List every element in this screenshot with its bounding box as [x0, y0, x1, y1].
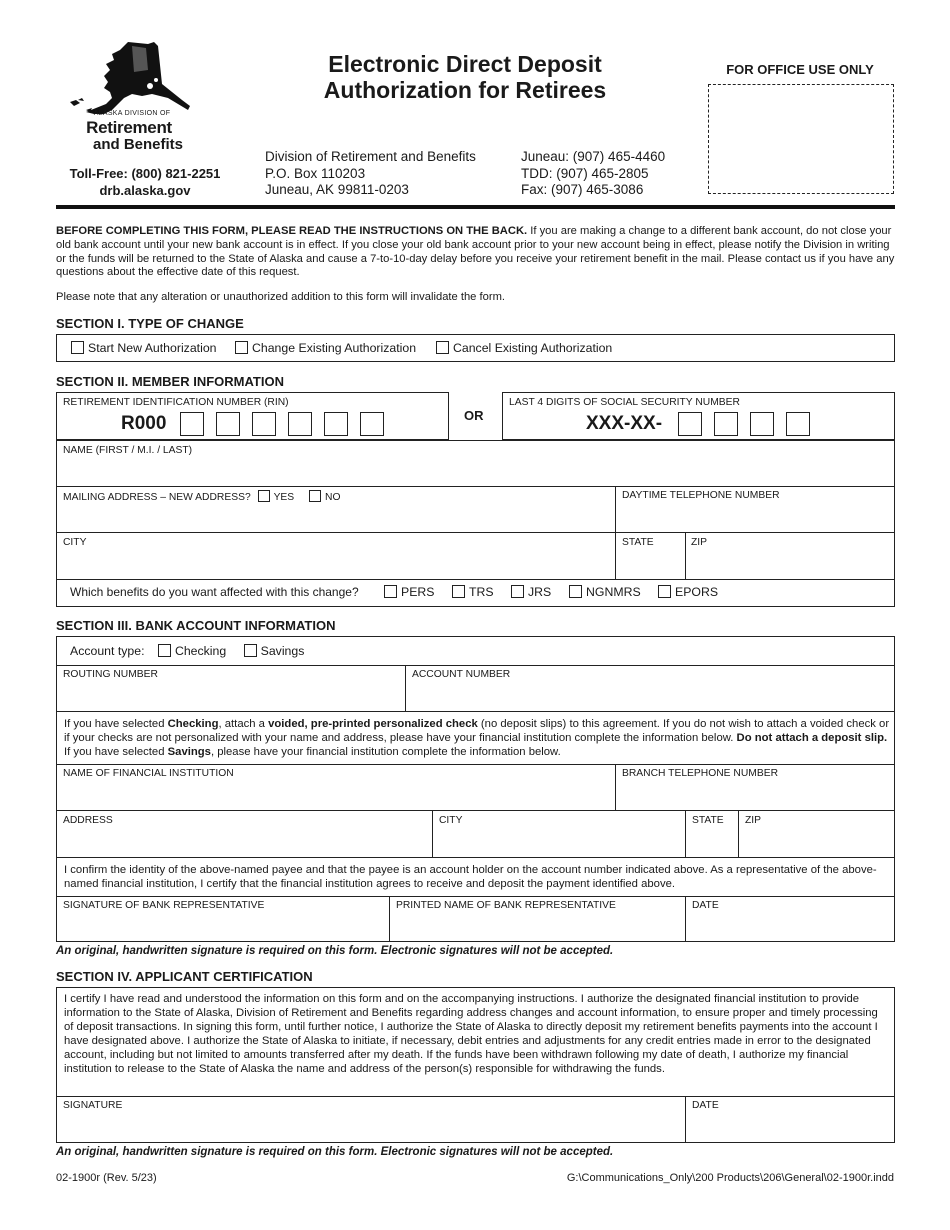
- phone-numbers: [521, 149, 665, 199]
- mailing-address: [265, 149, 476, 199]
- address-line: Division of Retirement and Benefits: [265, 149, 476, 164]
- checkbox[interactable]: [244, 644, 257, 657]
- city-label: CITY: [63, 537, 87, 548]
- address-line: P.O. Box 110203: [265, 165, 366, 181]
- bank-rep-date-label: DATE: [692, 900, 719, 911]
- row-divider: [57, 532, 894, 533]
- header-divider: [56, 205, 895, 209]
- member-info-grid: [56, 440, 895, 607]
- zip-label: ZIP: [691, 537, 708, 548]
- rin-digit-box[interactable]: [252, 412, 276, 436]
- ssn-field: [502, 392, 895, 440]
- checkbox[interactable]: [309, 490, 321, 502]
- phone-line: Fax: (907) 465-3086: [521, 182, 644, 197]
- benefit-pers[interactable]: PERS: [384, 585, 435, 599]
- title-line-2: Authorization for Retirees: [323, 77, 607, 103]
- benefit-jrs[interactable]: JRS: [511, 585, 551, 599]
- bank-info-grid: [56, 636, 895, 942]
- account-number-label: ACCOUNT NUMBER: [412, 669, 511, 680]
- checkbox[interactable]: [71, 341, 84, 354]
- branch-phone-label: BRANCH TELEPHONE NUMBER: [622, 768, 779, 779]
- office-use-box: [708, 84, 894, 194]
- form-id: 02-1900r (Rev. 5/23): [56, 1172, 157, 1184]
- section-4-title: SECTION IV. APPLICANT CERTIFICATION: [56, 969, 313, 984]
- row-divider: [57, 764, 894, 765]
- checkbox[interactable]: [235, 341, 248, 354]
- row-divider: [57, 857, 894, 858]
- col-divider: [389, 896, 390, 942]
- institution-label: NAME OF FINANCIAL INSTITUTION: [63, 768, 234, 779]
- bank-address-label: ADDRESS: [63, 815, 113, 826]
- bank-confirmation-text: I confirm the identity of the above-named payee and that the payee is an account holder on the account number indicated above. As a representative of the above-named financial institution, I certify that the financial institution agrees to receive and deposit the payment identified above.: [64, 864, 877, 890]
- intro-text: If you are making a change to a different bank account, do not close your old bank account until your new bank account is in effect. If you close your old bank account prior to your new account being in effect, please notify the Division in writing or the funds will be returned to the State of Alaska and cause a 7-to-10-day delay before you receive your retirement benefit in the mail. Please contact us if you have any questions about the effective date of this request.: [56, 225, 895, 279]
- rin-digit-box[interactable]: [324, 412, 348, 436]
- certification-text: I certify I have read and understood the information on this form and on the accompanying instructions. I authorize the designated financial institution to provide information to the State of Alaska, Division of Retirement and Benefits regarding address changes and account information, to ensure proper and timely processing of deposit transactions. In signing this form, until further notice, I authorize the State of Alaska to directly deposit my retirement benefits payments into the account I have designated above. I authorize the State of Alaska to initiate, if necessary, debit entries and adjustments for any credit entries made in error to the designated account, including but not limited to amounts transferred after my death. If the funds have been withdrawn following my date of death, I authorize my financial institution to release to the State of Alaska the name and address of the person(s) responsible for withdrawing the funds.: [64, 993, 878, 1075]
- checkbox[interactable]: [258, 490, 270, 502]
- section-1-title: SECTION I. TYPE OF CHANGE: [56, 316, 244, 331]
- bank-rep-signature-label: SIGNATURE OF BANK REPRESENTATIVE: [63, 900, 265, 911]
- phone-line: Juneau: (907) 465-4460: [521, 149, 666, 164]
- row-divider: [57, 486, 894, 487]
- rin-label: RETIREMENT IDENTIFICATION NUMBER (RIN): [63, 397, 289, 408]
- row-divider: [57, 579, 894, 580]
- benefits-question: Which benefits do you want affected with this change?: [70, 585, 359, 599]
- row-divider: [57, 1096, 894, 1097]
- col-divider: [685, 810, 686, 857]
- option-change-existing[interactable]: Change Existing Authorization: [235, 341, 416, 355]
- applicant-signature-label: SIGNATURE: [63, 1100, 123, 1111]
- rin-prefix: R000: [121, 413, 167, 434]
- address-line: Juneau, AK 99811-0203: [265, 182, 409, 197]
- certification-box: [56, 987, 895, 1143]
- daytime-phone-label: DAYTIME TELEPHONE NUMBER: [622, 490, 780, 501]
- ssn-label: LAST 4 DIGITS OF SOCIAL SECURITY NUMBER: [509, 397, 740, 408]
- logo-name-line2: and Benefits: [92, 136, 183, 153]
- bank-city-label: CITY: [439, 815, 463, 826]
- benefit-epors[interactable]: EPORS: [658, 585, 718, 599]
- routing-number-label: ROUTING NUMBER: [63, 669, 158, 680]
- row-divider: [57, 896, 894, 897]
- alaska-map-icon: [70, 40, 194, 114]
- rin-field: [56, 392, 449, 440]
- section-3-title: SECTION III. BANK ACCOUNT INFORMATION: [56, 618, 336, 633]
- checkbox[interactable]: [384, 585, 397, 598]
- bank-zip-label: ZIP: [745, 815, 762, 826]
- title-line-1: Electronic Direct Deposit: [328, 51, 602, 77]
- option-start-new[interactable]: Start New Authorization: [71, 341, 217, 355]
- phone-line: TDD: (907) 465-2805: [521, 165, 649, 181]
- form-title: [295, 51, 635, 103]
- new-address-no[interactable]: NO: [309, 492, 340, 503]
- check-instructions: If you have selected Checking, attach a voided, pre-printed personalized check (no deposit slips) to this agreement. If you do not wish to attach a voided check or if your checks are not personalized with your name and address, please have your financial institution complete the information below. Do not attach a deposit slip. If you have selected Savings, please have your financial institution complete the information below.: [64, 718, 890, 758]
- checkbox[interactable]: [158, 644, 171, 657]
- ssn-digit-box[interactable]: [678, 412, 702, 436]
- new-address-yes[interactable]: YES: [258, 492, 295, 503]
- option-cancel-existing[interactable]: Cancel Existing Authorization: [436, 341, 612, 355]
- intro-instructions: [56, 225, 896, 280]
- col-divider: [432, 810, 433, 857]
- ssn-digit-box[interactable]: [786, 412, 810, 436]
- checkbox[interactable]: [452, 585, 465, 598]
- col-divider: [405, 665, 406, 711]
- col-divider: [685, 1096, 686, 1142]
- toll-free-number: Toll-Free: (800) 821-2251: [69, 166, 221, 181]
- office-use-label: FOR OFFICE USE ONLY: [726, 62, 874, 77]
- ssn-prefix: XXX-XX-: [586, 413, 663, 434]
- ssn-digit-box[interactable]: [714, 412, 738, 436]
- signature-warning: An original, handwritten signature is required on this form. Electronic signatures will not be accepted.: [56, 1146, 614, 1158]
- file-path: G:\Communications_Only\200 Products\206\General\02-1900r.indd: [566, 1172, 894, 1184]
- account-type-row: Account type: Checking Savings: [70, 644, 305, 658]
- type-of-change-box: [56, 334, 895, 362]
- col-divider: [685, 532, 686, 579]
- col-divider: [738, 810, 739, 857]
- mailing-address-label: MAILING ADDRESS – NEW ADDRESS? YES NO: [63, 492, 341, 503]
- name-label: NAME (FIRST / M.I. / LAST): [63, 445, 193, 456]
- bank-state-label: STATE: [692, 815, 724, 826]
- name-input[interactable]: [57, 455, 894, 486]
- benefit-trs[interactable]: TRS: [452, 585, 494, 599]
- division-logo: [64, 40, 194, 158]
- rin-digit-box[interactable]: [360, 412, 384, 436]
- logo-name-line1: Retirement: [86, 118, 172, 137]
- or-label: OR: [464, 408, 484, 423]
- alteration-note: Please note that any alteration or unauthorized addition to this form will invalidate the form.: [56, 291, 505, 303]
- col-divider: [615, 764, 616, 810]
- checkbox[interactable]: [511, 585, 524, 598]
- row-divider: [57, 665, 894, 666]
- signature-warning: An original, handwritten signature is required on this form. Electronic signatures will not be accepted.: [56, 945, 614, 957]
- account-type-checking[interactable]: Checking: [158, 644, 226, 658]
- applicant-date-label: DATE: [692, 1100, 719, 1111]
- ssn-digit-box[interactable]: [750, 412, 774, 436]
- col-divider: [685, 896, 686, 942]
- benefit-ngnmrs[interactable]: NGNMRS: [569, 585, 641, 599]
- row-divider: [57, 810, 894, 811]
- rin-digit-box[interactable]: [288, 412, 312, 436]
- section-2-title: SECTION II. MEMBER INFORMATION: [56, 374, 284, 389]
- account-type-savings[interactable]: Savings: [244, 644, 305, 658]
- website-link[interactable]: drb.alaska.gov: [99, 183, 191, 198]
- state-label: STATE: [622, 537, 654, 548]
- rin-digit-box[interactable]: [180, 412, 204, 436]
- logo-small-text: ALASKA DIVISION OF: [93, 110, 171, 117]
- intro-bold: BEFORE COMPLETING THIS FORM, PLEASE READ THE INSTRUCTIONS ON THE BACK.: [56, 225, 528, 237]
- checkbox[interactable]: [658, 585, 671, 598]
- checkbox[interactable]: [569, 585, 582, 598]
- rin-digit-box[interactable]: [216, 412, 240, 436]
- contact-info: [50, 165, 240, 199]
- bank-rep-printed-name-label: PRINTED NAME OF BANK REPRESENTATIVE: [396, 900, 616, 911]
- checkbox[interactable]: [436, 341, 449, 354]
- row-divider: [57, 711, 894, 712]
